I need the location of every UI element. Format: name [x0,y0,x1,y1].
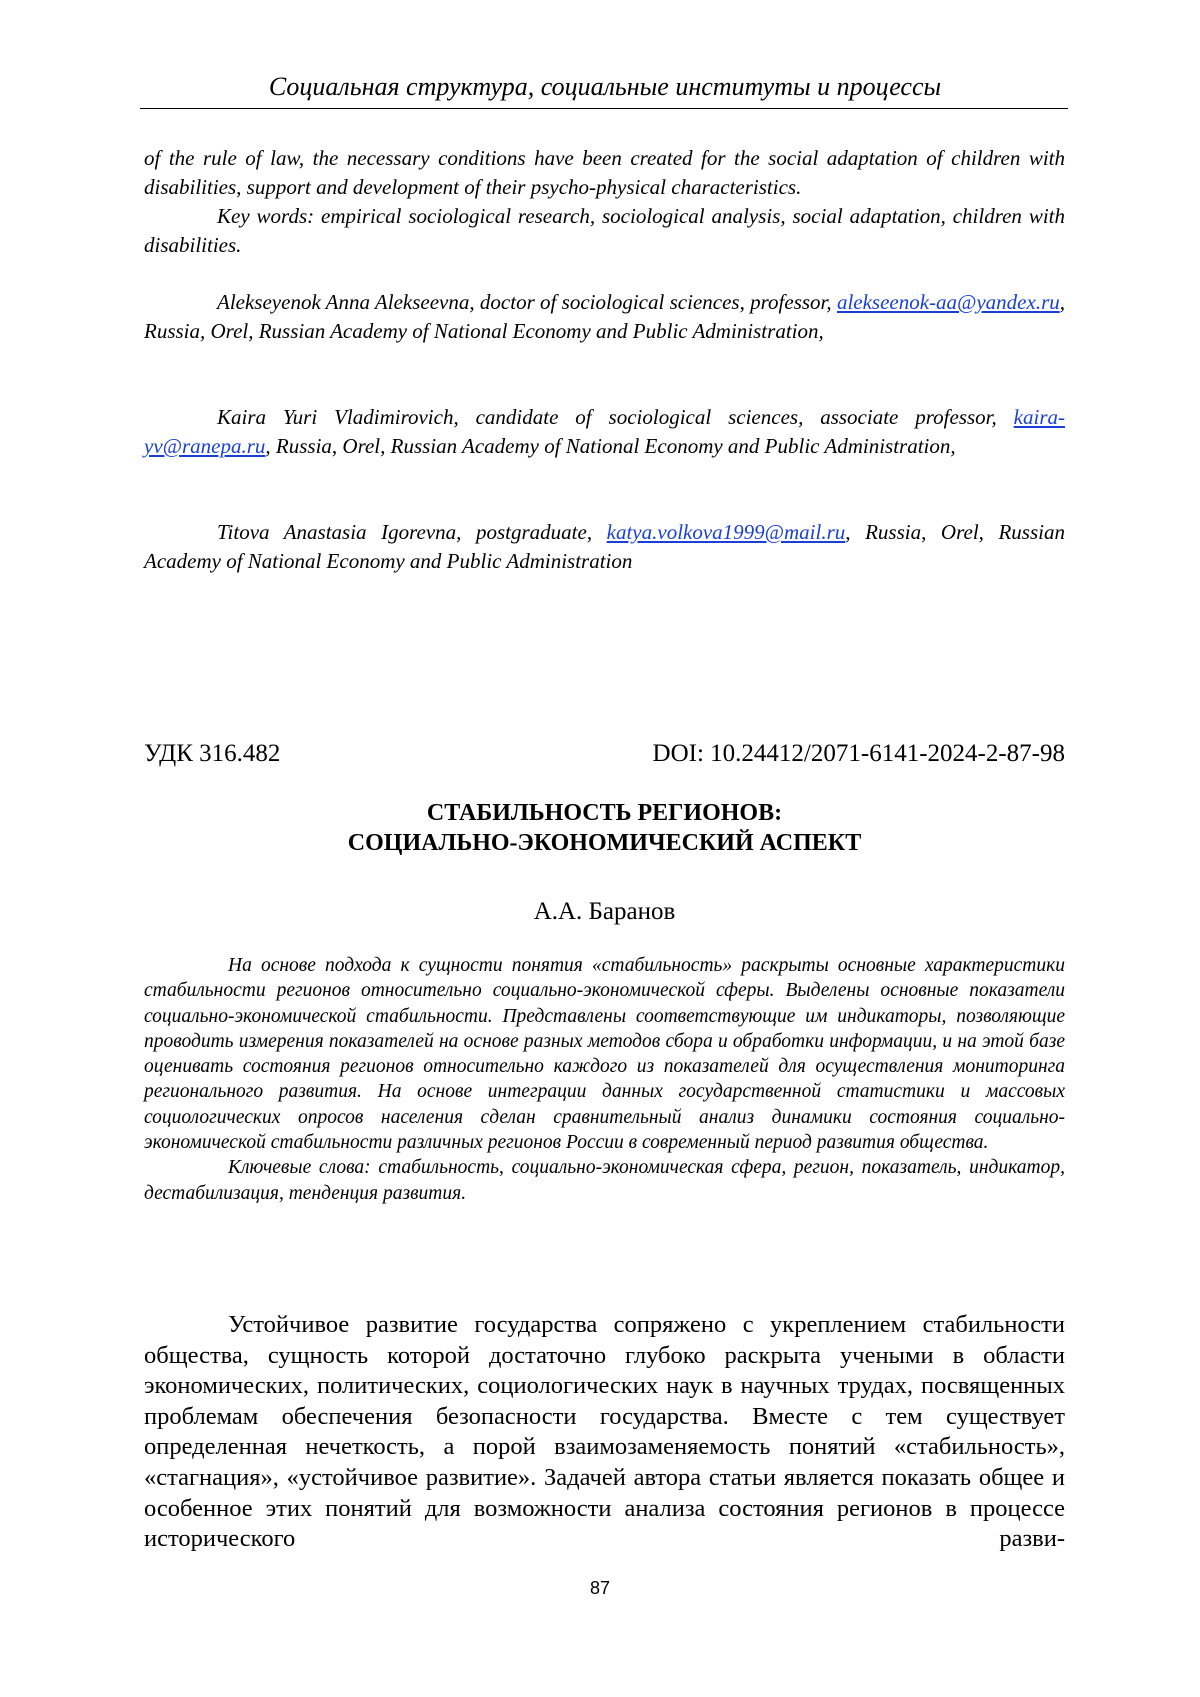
article-abstract [144,953,1065,1206]
article-title-line-2: СОЦИАЛЬНО-ЭКОНОМИЧЕСКИЙ АСПЕКТ [347,830,862,856]
article-identifiers [144,738,1065,770]
prev-author-2-text: Kaira Yuri Vladimirovich, candidate of sociological sciences, associate professor, [217,405,1014,429]
prev-author-1 [144,288,1065,346]
prev-author-1-affiliation: , Russia, Orel, Russian Academy of National Economy and Public Administration, [144,290,1065,343]
page-number: 87 [589,1578,611,1598]
header-rule [140,108,1068,109]
abstract-text: На основе подхода к сущности понятия «стабильность» раскрыты основные характеристики стабильности регионов относительно социально-экономической сферы. Выделены основные показатели социально-экономической стабильности. Представлены соответствующие им индикаторы, позволяющие проводить измерения показателей на основе разных методов сбора и обработки информации, и на этой базе оценивать состояния регионов относительно каждого из показателей для осуществления мониторинга регионального развития. На основе интеграции данных государственной статистики и массовых социологических опросов населения сделан сравнительный анализ динамики состояния социально-экономической стабильности различных регионов России в современный период развития общества. [144,955,1065,1154]
prev-author-3-text: Titova Anastasia Igorevna, postgraduate, [217,520,607,544]
udc-code: УДК 316.482 [144,740,281,767]
article-author: А.А. Баранов [533,898,676,925]
prev-author-1-text: Alekseyenok Anna Alekseevna, doctor of sociological sciences, professor, [217,290,837,314]
prev-keywords: Key words: empirical sociological research, sociological analysis, social adaptation, children with disabilities. [144,204,1065,257]
prev-author-2-email-link[interactable]: kaira-yv@ranepa.ru [144,405,1065,458]
body-paragraph: Устойчивое развитие государства сопряжено с укреплением стабильности общества, сущность которой достаточно глубоко раскрыта учеными в области экономических, политических, социологических наук в научных трудах, посвященных проблемам обеспечения безопасности государства. Вместе с тем существует определенная нечеткость, а порой взаимозаменяемость понятий «стабильность», «стагнация», «устойчивое развитие». Задачей автора статьи является показать общее и особенное этих понятий для возможности анализа состояния регионов в процессе исторического разви- [144,1311,1065,1553]
article-title [144,798,1065,858]
article-title-line-1: СТАБИЛЬНОСТЬ РЕГИОНОВ: [426,800,783,826]
running-header: Социальная структура, социальные институты и процессы [268,72,942,101]
prev-author-2 [144,403,1065,461]
prev-abstract-tail: of the rule of law, the necessary conditions have been created for the social adaptation of children with disabilities, support and development of their psycho-physical characteristics. [144,146,1065,199]
prev-author-1-email-link[interactable]: alekseenok-aa@yandex.ru [836,290,1060,314]
prev-author-3-affiliation: , Russia, Orel, Russian Academy of National Economy and Public Administration [144,520,1065,573]
prev-author-3 [144,518,1065,576]
abstract-keywords: Ключевые слова: стабильность, социально-экономическая сфера, регион, показатель, индикатор, дестабилизация, тенденция развития. [144,1157,1065,1204]
doi: DOI: 10.24412/2071-6141-2024-2-87-98 [652,740,1065,767]
prev-author-2-affiliation: , Russia, Orel, Russian Academy of National Economy and Public Administration, [265,434,956,458]
prev-author-3-email-link[interactable]: katya.volkova1999@mail.ru [606,520,846,544]
